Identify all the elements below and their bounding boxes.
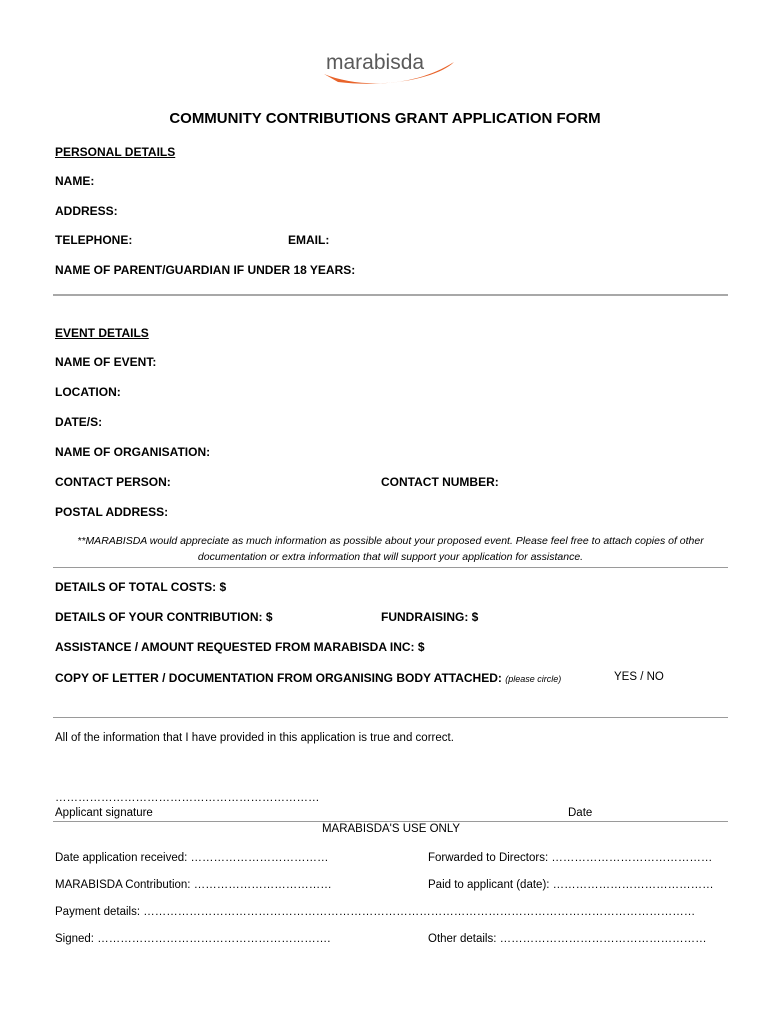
name-field-label: NAME: (55, 174, 95, 188)
section-divider (53, 294, 728, 296)
marabisda-contribution-field: MARABISDA Contribution: ……………………………… (55, 879, 332, 891)
address-field-label: ADDRESS: (55, 204, 118, 218)
section-divider (53, 567, 728, 568)
event-details-heading: EVENT DETAILS (55, 326, 149, 340)
section-divider (53, 717, 728, 718)
assistance-requested-label: ASSISTANCE / AMOUNT REQUESTED FROM MARABISDA INC: $ (55, 640, 425, 654)
email-field-label: EMAIL: (288, 233, 330, 247)
organisation-label: NAME OF ORGANISATION: (55, 445, 211, 459)
date-received-field: Date application received: ……………………………… (55, 852, 329, 864)
fundraising-label: FUNDRAISING: $ (381, 610, 479, 624)
paid-to-applicant-field: Paid to applicant (date): …………………………………… (428, 879, 714, 891)
signature-line[interactable]: …………………………………………………………… (55, 792, 320, 804)
applicant-signature-label: Applicant signature (55, 807, 153, 819)
office-use-divider (53, 821, 728, 822)
contact-number-label: CONTACT NUMBER: (381, 475, 499, 489)
office-use-heading: MARABISDA'S USE ONLY (321, 823, 461, 835)
postal-address-label: POSTAL ADDRESS: (55, 505, 169, 519)
event-info-note: **MARABISDA would appreciate as much information as possible about your proposed event. Please feel free to attach copies of other documentation or extra information that will support your application for assistance. (77, 535, 704, 563)
location-label: LOCATION: (55, 385, 121, 399)
total-costs-label: DETAILS OF TOTAL COSTS: $ (55, 580, 227, 594)
dates-label: DATE/S: (55, 415, 103, 429)
guardian-field-label: NAME OF PARENT/GUARDIAN IF UNDER 18 YEARS: (55, 263, 356, 277)
contact-person-label: CONTACT PERSON: (55, 475, 171, 489)
page-title: COMMUNITY CONTRIBUTIONS GRANT APPLICATION FORM (169, 110, 601, 127)
personal-details-heading: PERSONAL DETAILS (55, 145, 176, 159)
please-circle-hint: (please circle) (505, 674, 562, 684)
your-contribution-label: DETAILS OF YOUR CONTRIBUTION: $ (55, 610, 273, 624)
signed-field: Signed: ……………………………………………………. (55, 933, 331, 945)
marabisda-logo (318, 44, 458, 92)
other-details-field: Other details: ……………………………………………… (428, 933, 707, 945)
payment-details-field: Payment details: ……………………………………………………………………………………………………………………………… (55, 906, 696, 918)
declaration-statement: All of the information that I have provided in this application is true and correct. (55, 732, 454, 744)
telephone-field-label: TELEPHONE: (55, 233, 133, 247)
date-label: Date (568, 807, 593, 819)
event-name-label: NAME OF EVENT: (55, 355, 157, 369)
copy-letter-label (55, 671, 561, 685)
logo-text: marabisda (326, 51, 425, 74)
forwarded-to-directors-field: Forwarded to Directors: …………………………………… (428, 852, 713, 864)
yes-no-option[interactable]: YES / NO (614, 671, 664, 683)
copy-letter-text: COPY OF LETTER / DOCUMENTATION FROM ORGANISING BODY ATTACHED: (55, 671, 502, 685)
